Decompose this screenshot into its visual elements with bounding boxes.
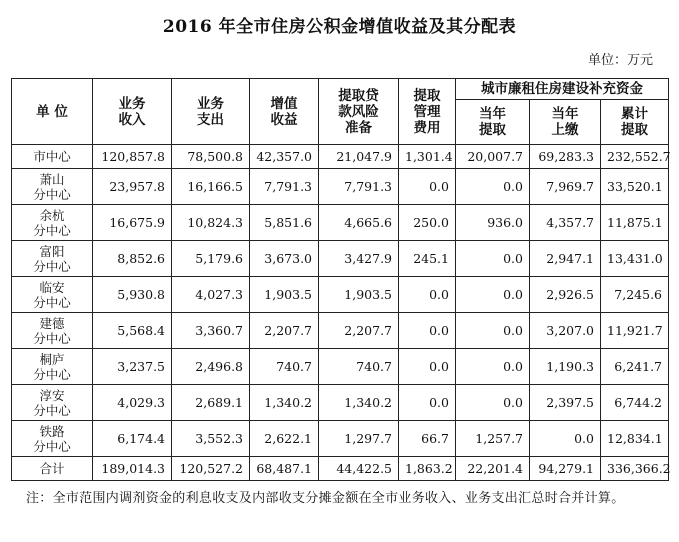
table-cell: 1,903.5 [319, 277, 399, 313]
table-cell: 2,207.7 [250, 313, 319, 349]
table-cell: 1,297.7 [319, 421, 399, 457]
row-unit-name: 余杭 分中心 [12, 205, 93, 241]
table-cell: 120,857.8 [93, 145, 172, 169]
table-cell: 16,166.5 [172, 169, 250, 205]
table-cell: 2,397.5 [530, 385, 601, 421]
table-cell: 4,029.3 [93, 385, 172, 421]
header-unit: 单 位 [12, 79, 93, 145]
table-cell: 3,207.0 [530, 313, 601, 349]
table-row [12, 313, 669, 349]
page-title: 2016 年全市住房公积金增值收益及其分配表 [162, 17, 517, 37]
row-unit-name: 合计 [12, 457, 93, 481]
table-cell: 2,926.5 [530, 277, 601, 313]
table-cell: 0.0 [456, 349, 530, 385]
table-row [12, 457, 669, 481]
table-cell: 7,969.7 [530, 169, 601, 205]
table-cell: 11,921.7 [601, 313, 669, 349]
table-cell: 2,622.1 [250, 421, 319, 457]
table-cell: 69,283.3 [530, 145, 601, 169]
table-cell: 1,903.5 [250, 277, 319, 313]
table-cell: 0.0 [456, 385, 530, 421]
table-cell: 740.7 [319, 349, 399, 385]
table-cell: 21,047.9 [319, 145, 399, 169]
table-cell: 33,520.1 [601, 169, 669, 205]
table-cell: 42,357.0 [250, 145, 319, 169]
table-cell: 1,340.2 [319, 385, 399, 421]
table-cell: 7,791.3 [250, 169, 319, 205]
table-cell: 4,665.6 [319, 205, 399, 241]
income-distribution-table [11, 78, 669, 481]
table-cell: 1,301.4 [399, 145, 456, 169]
table-cell: 2,689.1 [172, 385, 250, 421]
table-cell: 5,851.6 [250, 205, 319, 241]
table-cell: 2,207.7 [319, 313, 399, 349]
table-cell: 4,027.3 [172, 277, 250, 313]
table-cell: 10,824.3 [172, 205, 250, 241]
table-cell: 5,568.4 [93, 313, 172, 349]
table-cell: 0.0 [399, 277, 456, 313]
table-cell: 68,487.1 [250, 457, 319, 481]
header-loan-risk-reserve: 提取贷 款风险 准备 [319, 79, 399, 145]
table-cell: 250.0 [399, 205, 456, 241]
table-cell: 6,241.7 [601, 349, 669, 385]
header-value-added-income: 增值 收益 [250, 79, 319, 145]
table-cell: 936.0 [456, 205, 530, 241]
row-unit-name: 富阳 分中心 [12, 241, 93, 277]
table-cell: 16,675.9 [93, 205, 172, 241]
table-cell: 7,245.6 [601, 277, 669, 313]
table-cell: 13,431.0 [601, 241, 669, 277]
table-cell: 78,500.8 [172, 145, 250, 169]
table-cell: 6,174.4 [93, 421, 172, 457]
row-unit-name: 临安 分中心 [12, 277, 93, 313]
table-cell: 1,257.7 [456, 421, 530, 457]
table-cell: 23,957.8 [93, 169, 172, 205]
table-cell: 5,930.8 [93, 277, 172, 313]
table-cell: 2,496.8 [172, 349, 250, 385]
row-unit-name: 萧山 分中心 [12, 169, 93, 205]
header-management-fee: 提取 管理 费用 [399, 79, 456, 145]
table-row [12, 205, 669, 241]
table-cell: 1,863.2 [399, 457, 456, 481]
table-cell: 740.7 [250, 349, 319, 385]
table-row [12, 349, 669, 385]
footnote: 注：全市范围内调剂资金的利息收支及内部收支分摊金额在全市业务收入、业务支出汇总时合并计算。 [26, 491, 625, 506]
row-unit-name: 淳安 分中心 [12, 385, 93, 421]
table-cell: 6,744.2 [601, 385, 669, 421]
table-cell: 11,875.1 [601, 205, 669, 241]
table-cell: 3,427.9 [319, 241, 399, 277]
header-cumulative-withdrawal: 累计 提取 [601, 100, 669, 145]
table-cell: 12,834.1 [601, 421, 669, 457]
table-cell: 245.1 [399, 241, 456, 277]
table-cell: 20,007.7 [456, 145, 530, 169]
header-current-payment: 当年 上缴 [530, 100, 601, 145]
table-cell: 3,552.3 [172, 421, 250, 457]
table-row [12, 241, 669, 277]
table-cell: 336,366.2 [601, 457, 669, 481]
table-cell: 7,791.3 [319, 169, 399, 205]
table-row [12, 145, 669, 169]
table-row [12, 421, 669, 457]
table-cell: 5,179.6 [172, 241, 250, 277]
table-body [12, 145, 669, 481]
table-cell: 0.0 [456, 241, 530, 277]
table-cell: 0.0 [530, 421, 601, 457]
table-cell: 3,237.5 [93, 349, 172, 385]
table-cell: 0.0 [456, 277, 530, 313]
table-cell: 232,552.7 [601, 145, 669, 169]
table-cell: 0.0 [399, 385, 456, 421]
table-row [12, 385, 669, 421]
unit-label: 单位：万元 [587, 53, 653, 68]
header-business-expense: 业务 支出 [172, 79, 250, 145]
table-cell: 3,360.7 [172, 313, 250, 349]
row-unit-name: 建德 分中心 [12, 313, 93, 349]
row-unit-name: 市中心 [12, 145, 93, 169]
header-business-income: 业务 收入 [93, 79, 172, 145]
table-cell: 0.0 [456, 169, 530, 205]
table-cell: 0.0 [399, 349, 456, 385]
table-row [12, 277, 669, 313]
table-cell: 1,340.2 [250, 385, 319, 421]
table-cell: 120,527.2 [172, 457, 250, 481]
header-current-withdrawal: 当年 提取 [456, 100, 530, 145]
table-cell: 1,190.3 [530, 349, 601, 385]
table-cell: 66.7 [399, 421, 456, 457]
table-row [12, 169, 669, 205]
header-housing-fund-group: 城市廉租住房建设补充资金 [456, 79, 669, 100]
row-unit-name: 铁路 分中心 [12, 421, 93, 457]
table-cell: 0.0 [456, 313, 530, 349]
table-cell: 4,357.7 [530, 205, 601, 241]
table-cell: 0.0 [399, 169, 456, 205]
table-cell: 0.0 [399, 313, 456, 349]
table-cell: 189,014.3 [93, 457, 172, 481]
table-cell: 8,852.6 [93, 241, 172, 277]
table-cell: 2,947.1 [530, 241, 601, 277]
table-cell: 22,201.4 [456, 457, 530, 481]
table-cell: 3,673.0 [250, 241, 319, 277]
table-cell: 94,279.1 [530, 457, 601, 481]
table-cell: 44,422.5 [319, 457, 399, 481]
row-unit-name: 桐庐 分中心 [12, 349, 93, 385]
